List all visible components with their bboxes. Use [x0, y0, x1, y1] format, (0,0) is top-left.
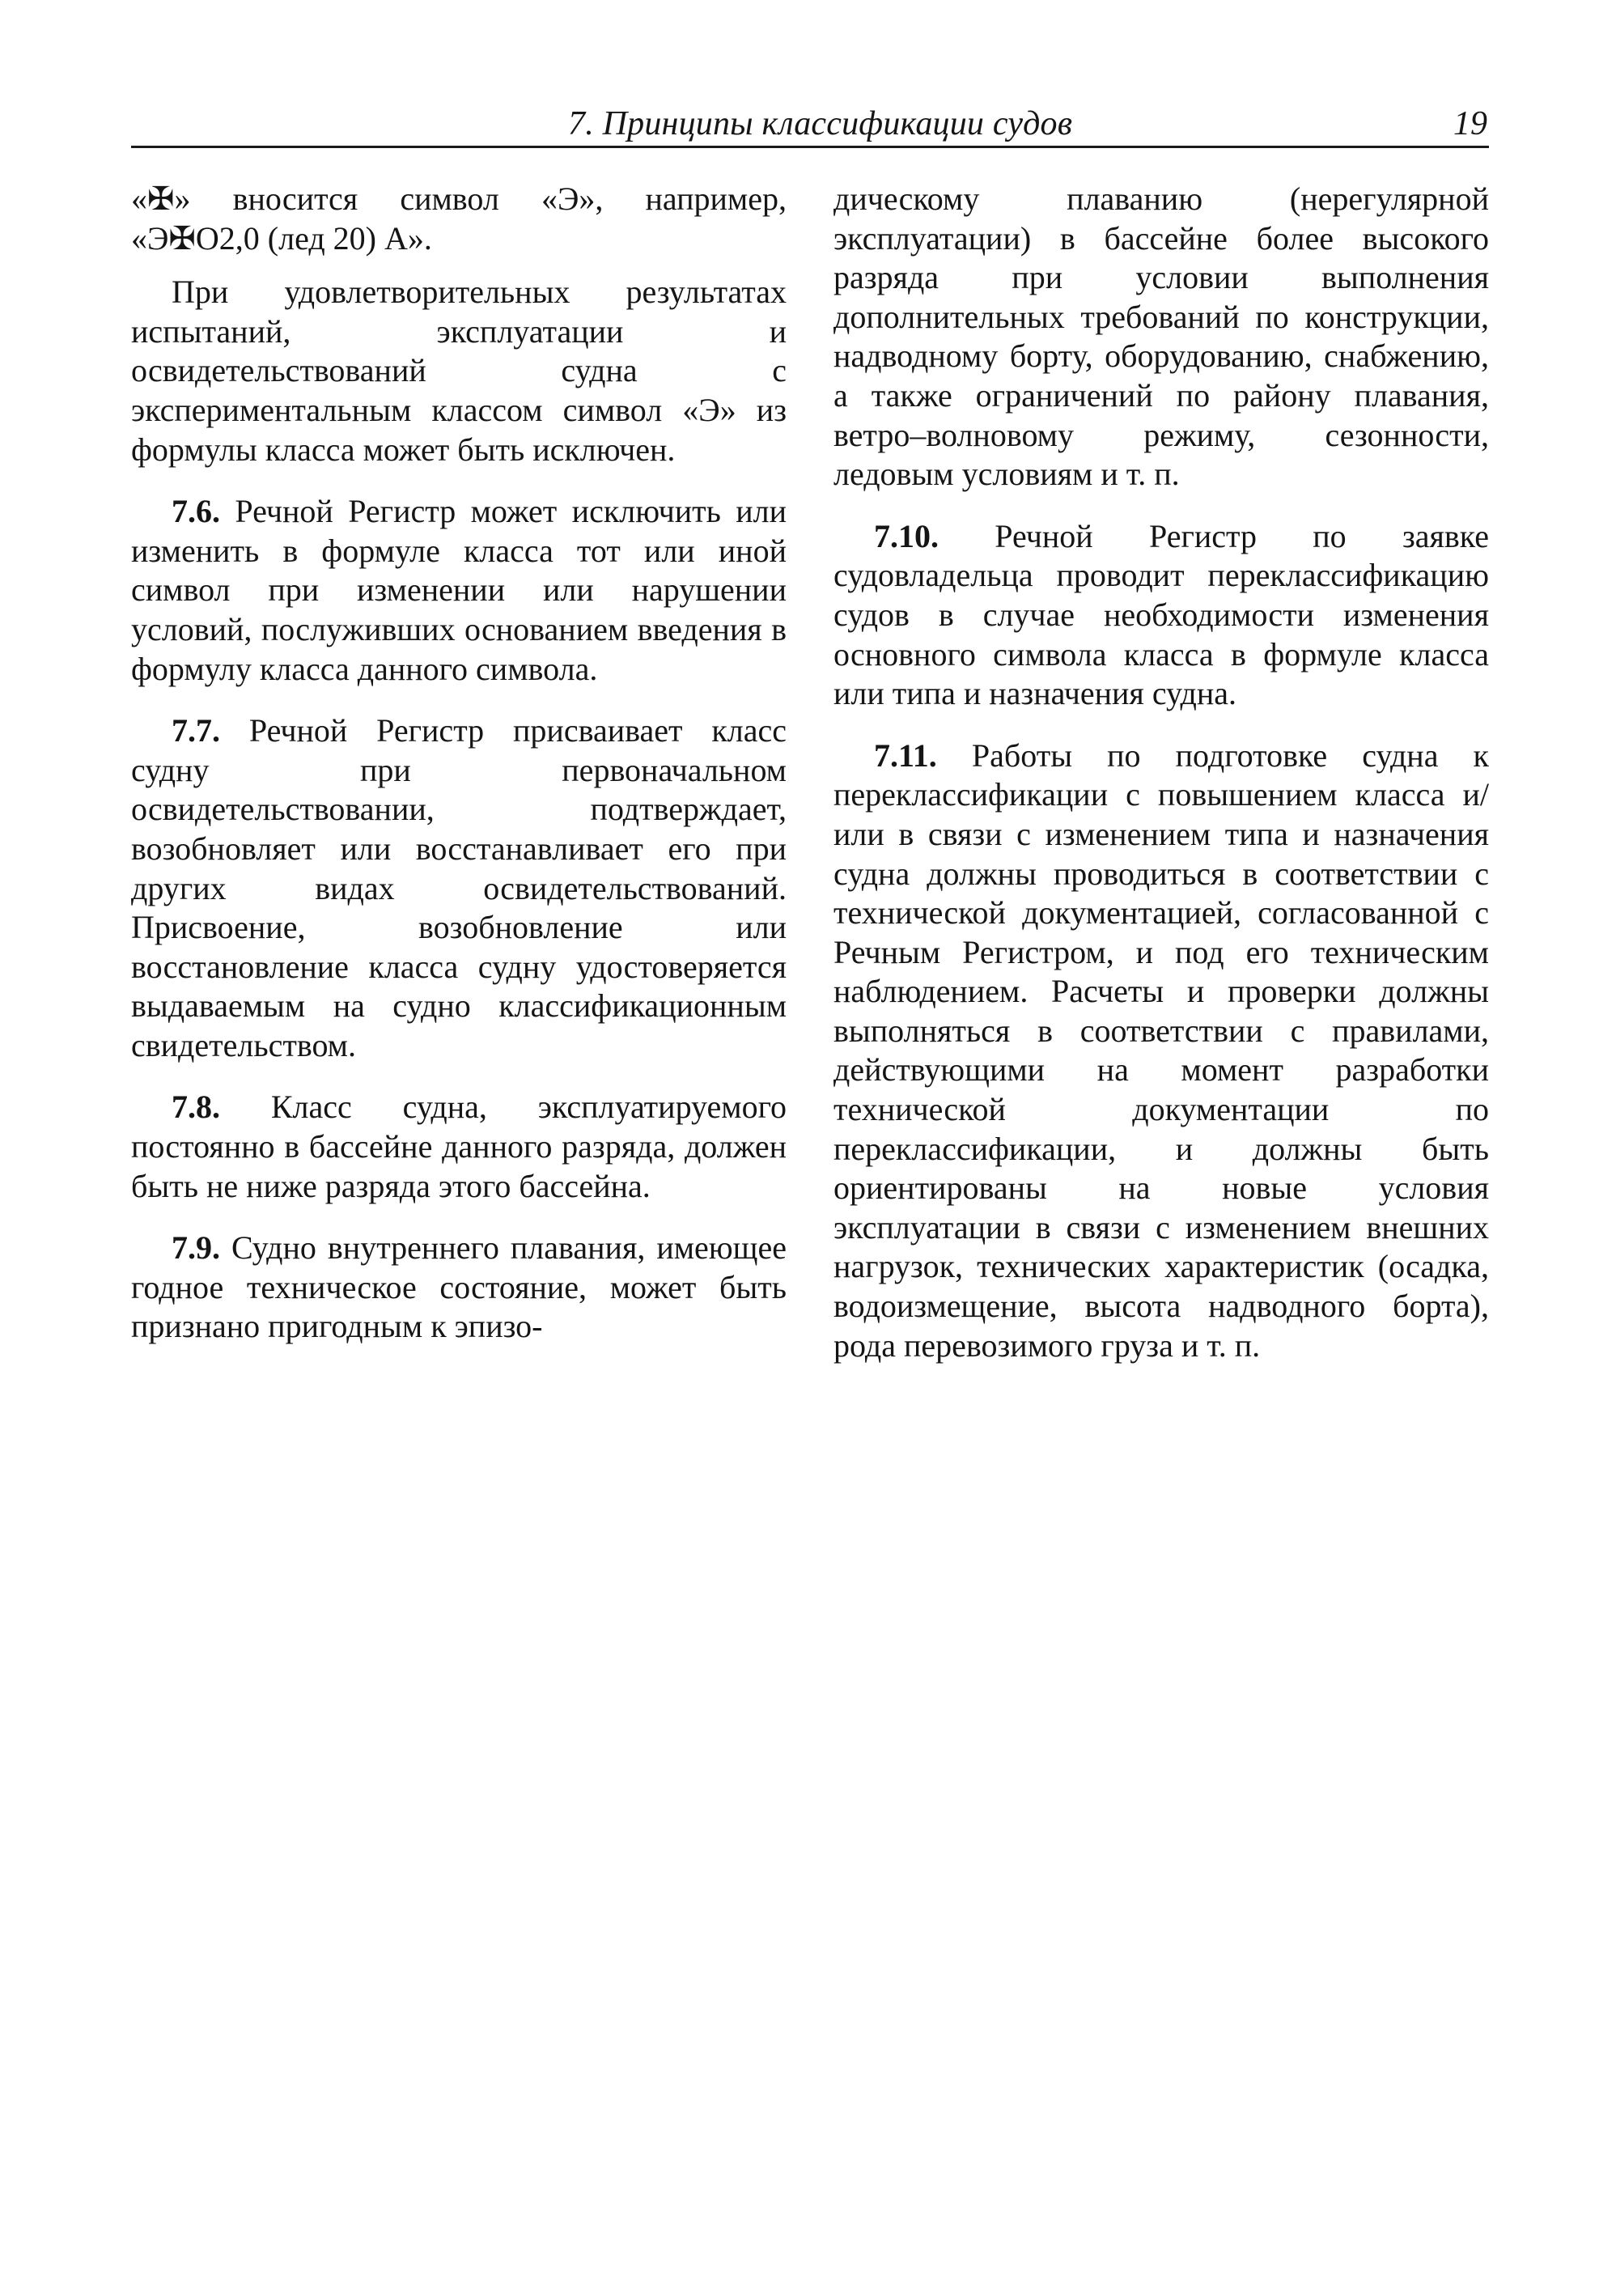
right-column — [833, 180, 1489, 1365]
paragraph-text: дическому плаванию (нерегулярной эксплуатации) в бассейне более высокого разряда при условии выполнения дополнительных требований по конструкции, надводному борту, оборудованию, снабжению, а также ограничений по району плавания, ветро–волновому режиму, сезонности, ледовым условиям и т. п. — [833, 180, 1489, 493]
clause-text: Работы по подготовке судна к переклассификации с повышением класса и/или в связи с изменением типа и назначения судна должны проводиться в соответствии с технической документацией, согласованной с Речным Регистром, и под его техническим наблюдением. Расчеты и проверки должны выполняться в соответствии с правилами, действующими на момент разработки технической документации по переклассификации, и должны быть ориентированы на новые условия эксплуатации в связи с изменением внешних нагрузок, технических характеристик (осадка, водоизмещение, высота надводного борта), рода перевозимого груза и т. п. — [833, 736, 1489, 1364]
paragraph-text: «✠» вносится символ «Э», например, «Э✠О2,0 (лед 20) А». — [131, 180, 787, 257]
running-header — [131, 102, 1489, 148]
paragraph — [131, 273, 787, 469]
clause-number: 7.10. — [874, 517, 939, 554]
clause-7-6 — [131, 492, 787, 689]
clause-7-8 — [131, 1088, 787, 1206]
clause-7-10 — [833, 517, 1489, 714]
clause-number: 7.11. — [874, 736, 937, 774]
paragraph-text: При удовлетворительных результатах испытаний, эксплуатации и освидетельствований судна с экспериментальным классом символ «Э» из формулы класса может быть исключен. — [131, 274, 787, 468]
clause-text: Класс судна, эксплуатируемого постоянно в бассейне данного разряда, должен быть не ниже разряда этого бассейна. — [131, 1089, 787, 1204]
clause-number: 7.9. — [172, 1229, 220, 1267]
chapter-title: 7. Принципы классификации судов — [568, 105, 1073, 142]
clause-text: Речной Регистр по заявке судовладельца проводит переклассификацию судов в случае необходимости изменения основного символа класса в формуле класса или типа и назначения судна. — [833, 517, 1489, 712]
page-number: 19 — [1453, 105, 1487, 142]
left-column — [131, 180, 787, 1347]
clause-number: 7.8. — [172, 1089, 220, 1126]
clause-text: Судно внутреннего плавания, имеющее годное техническое состояние, может быть признано пригодным к эпизо- — [131, 1229, 787, 1345]
paragraph-continuation — [833, 180, 1489, 494]
clause-number: 7.7. — [172, 712, 220, 749]
clause-text: Речной Регистр может исключить или изменить в формуле класса тот или иной символ при изменении или нарушении условий, послуживших основанием введения в формулу класса данного символа. — [131, 493, 787, 687]
paragraph-continuation — [131, 180, 787, 258]
clause-7-7 — [131, 711, 787, 1065]
clause-7-11 — [833, 736, 1489, 1366]
clause-7-9 — [131, 1229, 787, 1347]
clause-text: Речной Регистр присваивает класс судну при первоначальном освидетельствовании, подтверждает, возобновляет или восстанавливает его при других видах освидетельствований. Присвоение, возобновление или восстановление класса судну удостоверяется выдаваемым на судно классификационным свидетельством. — [131, 712, 787, 1063]
clause-number: 7.6. — [172, 493, 220, 530]
